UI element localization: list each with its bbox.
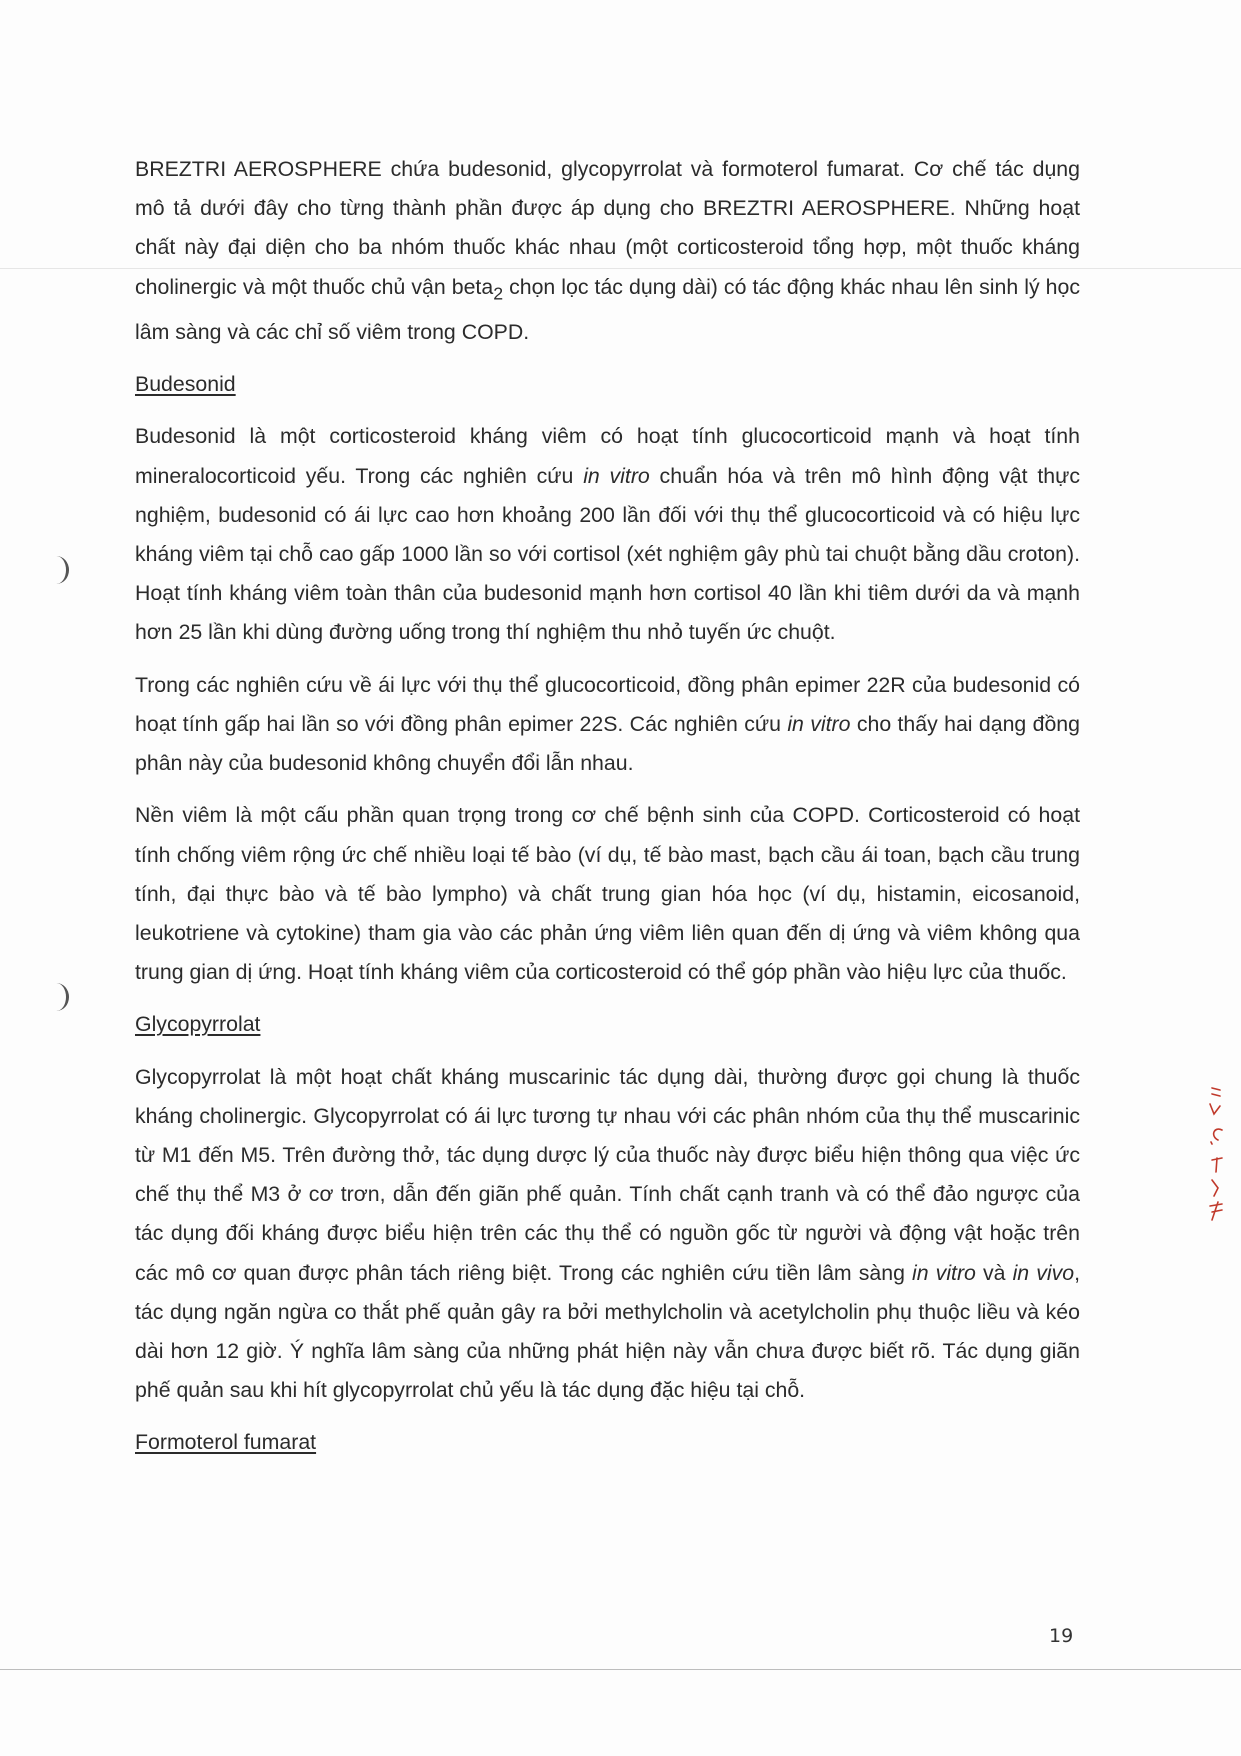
budesonid-paragraph-1: Budesonid là một corticosteroid kháng viêm có hoạt tính glucocorticoid mạnh và hoạt tính mineralocorticoid yếu. Trong các nghiên cứu in vitro chuẩn hóa và trên mô hình động vật thực nghiệm, budesonid có ái lực cao hơn khoảng 200 lần đối với thụ thể glucocorticoid và có hiệu lực kháng viêm tại chỗ cao gấp 1000 lần so với cortisol (xét nghiệm gây phù tai chuột bằng dầu croton). Hoạt tính kháng viêm toàn thân của budesonid mạnh hơn cortisol 40 lần khi tiêm dưới da và mạnh hơn 25 lần khi dùng đường uống trong thí nghiệm thu nhỏ tuyến ức chuột. xyxy=(135,424,1080,645)
budesonid-paragraph-2: Trong các nghiên cứu về ái lực với thụ thể glucocorticoid, đồng phân epimer 22R của budesonid có hoạt tính gấp hai lần so với đồng phân epimer 22S. Các nghiên cứu in vitro cho thấy hai dạng đồng phân này của budesonid không chuyển đổi lẫn nhau. xyxy=(135,672,1080,776)
glycopyrrolat-paragraph-1: Glycopyrrolat là một hoạt chất kháng muscarinic tác dụng dài, thường được gọi chung là thuốc kháng cholinergic. Glycopyrrolat có ái lực tương tự nhau với các phân nhóm của thụ thể muscarinic từ M1 đến M5. Trên đường thở, tác dụng dược lý của thuốc này được biểu hiện thông qua việc ức chế thụ thể M3 ở cơ trơn, dẫn đến giãn phế quản. Tính chất cạnh tranh và có thể đảo ngược của tác dụng đối kháng được biểu hiện trên các thụ thể có nguồn gốc từ người và động vật hoặc trên các mô cơ quan được phân tách riêng biệt. Trong các nghiên cứu tiền lâm sàng in vitro và in vivo, tác dụng ngăn ngừa co thắt phế quản gây ra bởi methylcholin và acetylcholin phụ thuộc liều và kéo dài hơn 12 giờ. Ý nghĩa lâm sàng của những phát hiện này vẫn chưa được biết rõ. Tác dụng giãn phế quản sau khi hít glycopyrrolat chủ yếu là tác dụng đặc hiệu tại chỗ. xyxy=(135,1064,1081,1403)
red-stamp-mark xyxy=(1200,1080,1230,1230)
punch-hole-mark xyxy=(44,983,69,1011)
section-heading-budesonid: Budesonid xyxy=(135,372,236,397)
page-number: 19 xyxy=(1049,1625,1074,1647)
intro-paragraph: BREZTRI AEROSPHERE chứa budesonid, glycopyrrolat và formoterol fumarat. Cơ chế tác dụng mô tả dưới đây cho từng thành phần được áp dụng cho BREZTRI AEROSPHERE. Những hoạt chất này đại diện cho ba nhóm thuốc khác nhau (một corticosteroid tổng hợp, một thuốc kháng cholinergic và một thuốc chủ vận beta$_2$ chọn lọc tác dụng dài) có tác động khác nhau lên sinh lý học lâm sàng và các chỉ số viêm trong COPD. xyxy=(135,157,1080,345)
punch-hole-mark xyxy=(44,556,69,584)
section-heading-glycopyrrolat: Glycopyrrolat xyxy=(135,1012,261,1037)
footer-rule xyxy=(0,1669,1241,1670)
document-body xyxy=(135,150,1080,1476)
section-heading-formoterol: Formoterol fumarat xyxy=(135,1430,317,1455)
budesonid-paragraph-3: Nền viêm là một cấu phần quan trọng trong cơ chế bệnh sinh của COPD. Corticosteroid có hoạt tính chống viêm rộng ức chế nhiều loại tế bào (ví dụ, tế bào mast, bạch cầu ái toan, bạch cầu trung tính, đại thực bào và tế bào lympho) và chất trung gian hóa học (ví dụ, histamin, eicosanoid, leukotriene và cytokine) tham gia vào các phản ứng viêm liên quan đến dị ứng và viêm không qua trung gian dị ứng. Hoạt tính kháng viêm của corticosteroid có thể góp phần vào hiệu lực của thuốc. xyxy=(135,803,1080,985)
beta-subscript: 2 xyxy=(493,282,504,303)
